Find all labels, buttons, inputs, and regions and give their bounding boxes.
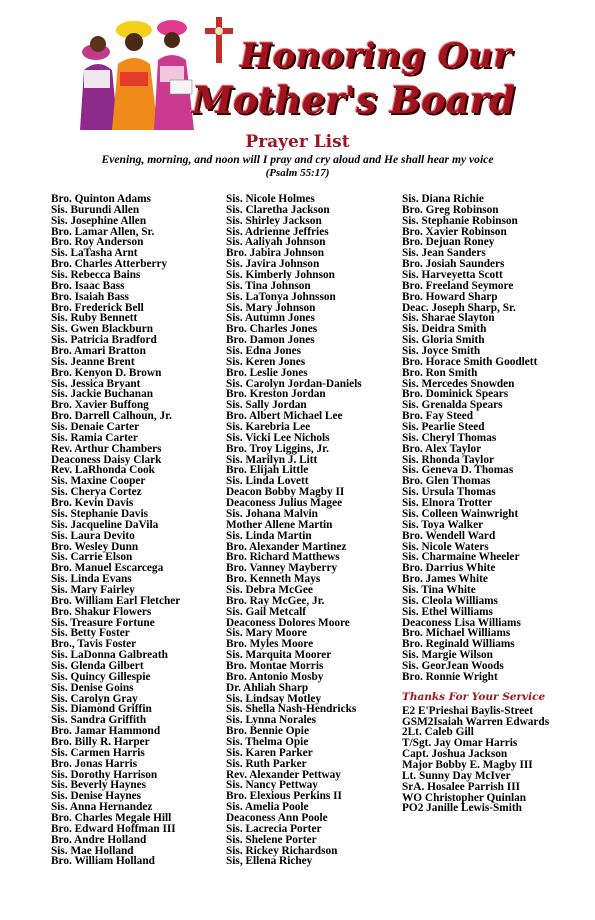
list-item: Bro. Dejuan Roney	[402, 236, 495, 249]
list-item: Bro. Edward Hoffman III	[51, 822, 176, 835]
list-item: Sis. Cleola Williams	[402, 594, 498, 607]
list-item: Bro. Wesley Dunn	[51, 540, 139, 553]
list-item: Bro. Frederick Bell	[51, 301, 144, 314]
list-item: Lt. Sunny Day McIver	[402, 769, 511, 782]
list-item: Sis. Marquita Moorer	[226, 649, 332, 662]
list-item: Sis. Rhonda Taylor	[402, 453, 494, 466]
list-item: Sis. Betty Foster	[51, 627, 130, 640]
list-item: Sis. Denise Haynes	[51, 790, 142, 803]
list-item: Sis. Vicki Lee Nichols	[226, 431, 330, 444]
list-item: Sis. Linda Lovett	[226, 475, 309, 488]
scripture-verse: Evening, morning, and noon will I pray and cry aloud and He shall hear my voice	[101, 153, 494, 166]
list-item: Bro. Myles Moore	[226, 638, 314, 651]
list-item: Sis. Cheryl Thomas	[402, 431, 497, 444]
list-item: Sis. Thelma Opie	[226, 735, 309, 748]
list-item: Bro. William Holland	[51, 855, 155, 868]
list-item: Sis. Cherya Cortez	[51, 486, 142, 499]
list-item: Sis. Glenda Gilbert	[51, 659, 144, 672]
service-heading: Thanks For Your Service	[402, 690, 546, 703]
service-list	[402, 706, 588, 815]
list-item: Sis. Sally Jordan	[226, 399, 307, 412]
list-item: Bro. Ronnie Wright	[402, 670, 498, 683]
list-item: SrA. Hosalee Parrish III	[402, 780, 520, 793]
list-item: Deacon Bobby Magby II	[226, 486, 345, 499]
names-list	[402, 194, 588, 683]
names-column-1	[51, 194, 237, 867]
list-item: Bro. Darrell Calhoun, Jr.	[51, 410, 172, 423]
list-item: Bro. Wendell Ward	[402, 529, 496, 542]
list-item: Sis. Denaie Carter	[51, 421, 140, 434]
list-item: Sis. Jean Sanders	[402, 247, 486, 260]
list-item: Bro. Charles Jones	[226, 323, 318, 336]
list-item: Sis. Treasure Fortune	[51, 616, 155, 629]
names-column-3	[402, 194, 588, 814]
list-item: WO Christopher Quinlan	[402, 791, 527, 804]
list-item: Sis. Beverly Haynes	[51, 779, 147, 792]
list-item: Bro. Darrius White	[402, 562, 496, 575]
list-item: Bro. Josiah Saunders	[402, 258, 505, 271]
list-item: Bro. Billy R. Harper	[51, 735, 150, 748]
list-item: Sis. Kimberly Johnson	[226, 269, 335, 282]
list-item: Sis. Geneva D. Thomas	[402, 464, 514, 477]
praying-women-illustration	[74, 14, 198, 130]
list-item: Bro. Shakur Flowers	[51, 605, 152, 618]
list-item: Sis. Nicole Waters	[402, 540, 489, 553]
list-item: Bro. Manuel Escarcega	[51, 562, 164, 575]
scripture-reference: (Psalm 55:17)	[265, 167, 330, 179]
list-item: Sis. Maxine Cooper	[51, 475, 146, 488]
list-item: Sis. Ruth Parker	[226, 757, 307, 770]
list-item: Deaconess Daisy Clark	[51, 453, 162, 466]
list-item: Bro. James White	[402, 573, 488, 586]
list-item: Sis. Josephine Allen	[51, 214, 147, 227]
list-item: Sis. Jessica Bryant	[51, 377, 141, 390]
list-item: Bro. Reginald Williams	[402, 638, 515, 651]
list-item: Bro. Charles Atterberry	[51, 258, 168, 271]
list-item: Sis. Lindsay Motley	[226, 692, 322, 705]
list-item: Bro. Leslie Jones	[226, 366, 308, 379]
list-item: Sis. Ruby Bennett	[51, 312, 138, 325]
list-item: Sis. Lynna Norales	[226, 714, 317, 727]
list-item: Bro. Antonio Mosby	[226, 670, 324, 683]
cross-icon	[202, 15, 236, 65]
list-item: Sis. Autumn Jones	[226, 312, 315, 325]
list-item: Bro. Andre Holland	[51, 833, 147, 846]
list-item: Sis. Johana Malvin	[226, 507, 318, 520]
list-item: Bro. Glen Thomas	[402, 475, 491, 488]
list-item: PO2 Janille Lewis-Smith	[402, 802, 522, 815]
list-item: Bro. Alexander Martinez	[226, 540, 347, 553]
list-item: Bro. Kevin Davis	[51, 497, 134, 510]
list-item: Sis. Laura Devito	[51, 529, 135, 542]
list-item: Sis. GeorJean Woods	[402, 659, 504, 672]
list-item: Sis. Diamond Griffin	[51, 703, 152, 716]
list-item: Sis. Quincy Gillespie	[51, 670, 151, 683]
list-item: Bro. Isaac Bass	[51, 279, 125, 292]
service-section	[402, 692, 588, 815]
list-item: Mother Allene Martin	[226, 518, 333, 531]
list-item: Bro. Lamar Allen, Sr.	[51, 225, 155, 238]
list-item: Sis. Shella Nash-Hendricks	[226, 703, 357, 716]
list-item: Sis. Shelene Porter	[226, 833, 317, 846]
list-item: Bro. Amari Bratton	[51, 345, 146, 358]
list-item: Sis. Amelia Poole	[226, 801, 309, 814]
list-item: Bro. Isaiah Bass	[51, 290, 129, 303]
list-item: Bro. Vanney Mayberry	[226, 562, 338, 575]
list-item: Sis. Stephanie Robinson	[402, 214, 518, 227]
list-item: Major Bobby E. Magby III	[402, 758, 533, 771]
list-item: Sis. Mary Fairley	[51, 583, 135, 596]
list-item: Sis. Carmen Harris	[51, 746, 145, 759]
list-item: Bro. Kenyon D. Brown	[51, 366, 162, 379]
list-item: Sis. Colleen Wainwright	[402, 507, 519, 520]
header	[0, 0, 595, 140]
list-item: Bro. Howard Sharp	[402, 290, 498, 303]
list-item: Sis. Javira Johnson	[226, 258, 320, 271]
list-item: Sis. Dorothy Harrison	[51, 768, 158, 781]
list-item: Sis. LaTonya Johnsson	[226, 290, 336, 303]
list-item: Deaconess Lisa Williams	[402, 616, 521, 629]
list-item: Sis. Lacrecia Porter	[226, 822, 322, 835]
list-item: Sis. Adrienne Jeffries	[226, 225, 329, 238]
list-item: Bro. Kenneth Mays	[226, 573, 321, 586]
list-item: Sis. Rickey Richardson	[226, 844, 338, 857]
list-item: Sis. Jackie Buchanan	[51, 388, 154, 401]
list-item: Sis. Nicole Holmes	[226, 193, 315, 205]
list-item: T/Sgt. Jay Omar Harris	[402, 737, 518, 750]
list-item: Deac. Joseph Sharp, Sr.	[402, 301, 516, 314]
list-item: Bro. Alex Taylor	[402, 442, 482, 455]
list-item: Bro. Dominick Spears	[402, 388, 509, 401]
list-item: Sis. Marilyn J. Litt	[226, 453, 318, 466]
list-item: Sis. Karebria Lee	[226, 421, 311, 434]
list-item: Bro. Montae Morris	[226, 659, 324, 672]
title-line1: Honoring Our	[240, 36, 512, 76]
list-item: Bro., Tavis Foster	[51, 638, 137, 651]
list-item: Rev. Arthur Chambers	[51, 442, 162, 455]
list-item: Bro. Elijah Little	[226, 464, 309, 477]
list-item: Bro. Elexious Perkins II	[226, 790, 342, 803]
list-item: Sis. Nancy Pettway	[226, 779, 318, 792]
list-item: Sis. Keren Jones	[226, 355, 306, 368]
list-item: Bro. Roy Anderson	[51, 236, 144, 249]
list-item: Sis. Mae Holland	[51, 844, 134, 857]
list-item: Sis. Pearlie Steed	[402, 421, 485, 434]
list-item: Bro. Albert Michael Lee	[226, 410, 343, 423]
list-item: Bro. Fay Steed	[402, 410, 474, 423]
list-item: Sis. Linda Evans	[51, 573, 132, 586]
list-item: Sis. Carolyn Jordan-Daniels	[226, 377, 362, 390]
list-item: E2 E'Prieshai Baylis-Street	[402, 704, 533, 717]
list-item: Dr. Ahliah Sharp	[226, 681, 309, 694]
list-item: Bro. Michael Williams	[402, 627, 511, 640]
title-line2: Mother's Board	[192, 78, 515, 122]
list-item: Bro. Kreston Jordan	[226, 388, 326, 401]
list-item: Sis. Mercedes Snowden	[402, 377, 515, 390]
list-item: 2Lt. Caleb Gill	[402, 726, 474, 739]
list-item: Bro. Ron Smith	[402, 366, 478, 379]
list-item: Sis. Sharae Slayton	[402, 312, 495, 325]
list-item: Sis. Jacqueline DaVila	[51, 518, 159, 531]
list-item: Sis. Linda Martin	[226, 529, 312, 542]
list-item: Bro. Bennie Opie	[226, 725, 309, 738]
list-item: Bro. Jabira Johnson	[226, 247, 325, 260]
list-item: Sis. LaTasha Arnt	[51, 247, 138, 260]
list-item: Sis. Anna Hernandez	[51, 801, 153, 814]
list-item: Bro. Freeland Seymore	[402, 279, 514, 292]
list-item: Sis. Edna Jones	[226, 345, 302, 358]
list-item: Sis. Mary Johnson	[226, 301, 316, 314]
list-item: Sis. Grenalda Spears	[402, 399, 503, 412]
list-item: Deaconess Julius Magee	[226, 497, 343, 510]
list-item: Sis. Rebecca Bains	[51, 269, 141, 282]
list-item: Bro. Richard Matthews	[226, 551, 340, 564]
list-item: Sis. LaDonna Galbreath	[51, 649, 168, 662]
list-item: Sis. Gloria Smith	[402, 334, 485, 347]
prayer-list-heading: Prayer List	[245, 132, 350, 152]
list-item: Bro. Xavier Buffong	[51, 399, 149, 412]
list-item: Sis. Diana Richie	[402, 193, 484, 205]
list-item: Sis. Sandra Griffith	[51, 714, 147, 727]
list-item: Sis. Toya Walker	[402, 518, 484, 531]
list-item: Sis. Carrie Elson	[51, 551, 133, 564]
list-item: Sis. Ethel Williams	[402, 605, 493, 618]
list-item: Sis. Stephanie Davis	[51, 507, 148, 520]
list-item: Sis. Tina Johnson	[226, 279, 311, 292]
list-item: Bro. Jamar Hammond	[51, 725, 161, 738]
names-column-2	[226, 194, 412, 867]
list-item: Sis, Ellena Richey	[226, 855, 313, 868]
list-item: Deaconess Dolores Moore	[226, 616, 350, 629]
list-item: Bro. Greg Robinson	[402, 203, 499, 216]
list-item: Sis. Deidra Smith	[402, 323, 487, 336]
list-item: Bro. Troy Liggins, Jr.	[226, 442, 329, 455]
list-item: Sis. Charmaine Wheeler	[402, 551, 520, 564]
list-item: Sis. Shirley Jackson	[226, 214, 322, 227]
list-item: GSM2Isaiah Warren Edwards	[402, 715, 550, 728]
list-item: Sis. Gail Metcalf	[226, 605, 307, 618]
list-item: Sis. Burundi Allen	[51, 203, 140, 216]
list-item: Sis. Aaliyah Johnson	[226, 236, 326, 249]
list-item: Sis. Harveyetta Scott	[402, 269, 503, 282]
list-item: Bro. Jonas Harris	[51, 757, 138, 770]
list-item: Bro. Ray McGee, Jr.	[226, 594, 325, 607]
list-item: Sis. Jeanne Brent	[51, 355, 135, 368]
list-item: Sis. Ramia Carter	[51, 431, 138, 444]
list-item: Bro. Xavier Robinson	[402, 225, 507, 238]
list-item: Sis. Gwen Blackburn	[51, 323, 154, 336]
list-item: Sis. Mary Moore	[226, 627, 308, 640]
list-item: Sis. Patricia Bradford	[51, 334, 157, 347]
list-item: Rev. LaRhonda Cook	[51, 464, 155, 477]
list-item: Sis. Ursula Thomas	[402, 486, 496, 499]
list-item: Sis. Margie Wilson	[402, 649, 493, 662]
list-item: Sis. Claretha Jackson	[226, 203, 330, 216]
list-item: Bro. William Earl Fletcher	[51, 594, 181, 607]
list-item: Sis. Joyce Smith	[402, 345, 481, 358]
list-item: Bro. Damon Jones	[226, 334, 315, 347]
list-item: Bro. Quinton Adams	[51, 193, 151, 205]
list-item: Sis. Debra McGee	[226, 583, 313, 596]
list-item: Rev. Alexander Pettway	[226, 768, 341, 781]
list-item: Sis. Karen Parker	[226, 746, 313, 759]
list-item: Sis. Tina White	[402, 583, 476, 596]
list-item: Bro. Horace Smith Goodlett	[402, 355, 538, 368]
list-item: Deaconess Ann Poole	[226, 811, 328, 824]
list-item: Sis. Elnora Trotter	[402, 497, 493, 510]
list-item: Sis. Denise Goins	[51, 681, 134, 694]
list-item: Bro. Charles Megale Hill	[51, 811, 172, 824]
list-item: Capt. Joshua Jackson	[402, 748, 508, 761]
list-item: Sis. Carolyn Gray	[51, 692, 138, 705]
